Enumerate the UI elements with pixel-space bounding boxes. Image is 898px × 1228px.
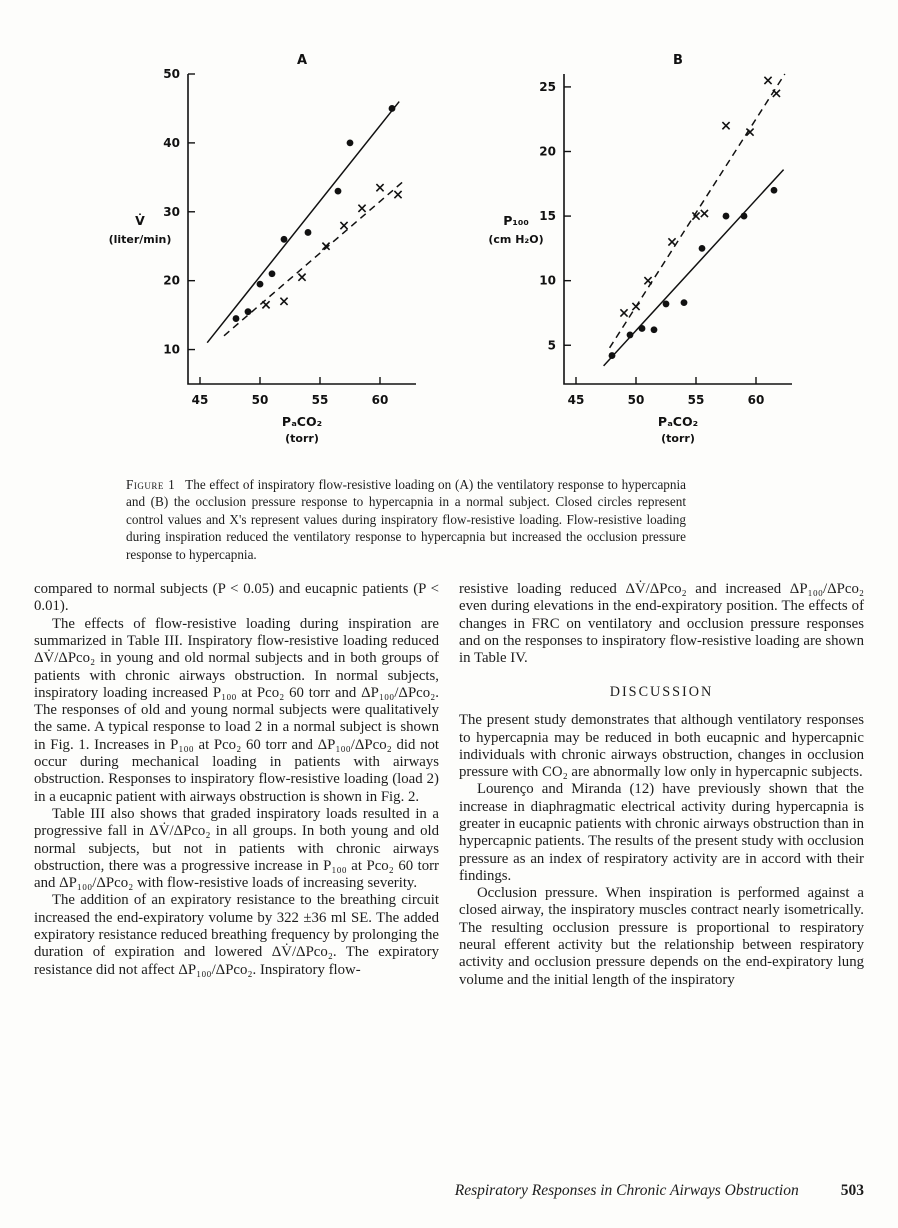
x-axis-label: PₐCO₂ — [657, 414, 699, 429]
panel-a-chart — [96, 52, 426, 456]
svg-text:45: 45 — [567, 393, 585, 407]
series-x — [610, 74, 785, 348]
right-column — [459, 581, 864, 989]
svg-text:55: 55 — [687, 393, 705, 407]
y-axis-label: P₁₀₀ — [503, 213, 529, 228]
svg-text:55: 55 — [311, 393, 329, 407]
paragraph: compared to normal subjects (P < 0.05) and eucapnic patients (P < 0.01). — [34, 581, 439, 615]
svg-text:40: 40 — [163, 135, 180, 150]
panel-label: B — [673, 53, 683, 68]
axes — [163, 67, 416, 407]
figure-caption-text: The effect of inspiratory flow-resistive loading on (A) the ventilatory response to hypercapnia and (B) the occlusion pressure response to hypercapnia in a normal subject. Closed circles represent control values and X's represent values during inspiratory flow-resistive loading. Flow-resistive loading during inspiration reduced the ventilatory response to hypercapnia but increased the occlusion pressure response to hypercapnia. — [126, 477, 687, 562]
figure-1-charts — [34, 52, 864, 456]
svg-text:45: 45 — [191, 393, 209, 407]
svg-text:30: 30 — [163, 204, 180, 219]
y-axis-label: V̇ — [135, 213, 145, 228]
paragraph: The addition of an expiratory resistance to the breathing circuit increased the end-expiratory volume by 322 ±36 ml SE. The added expiratory resistance reduced breathing frequency by prolonging the duration of expiration and lowered ΔV̇/ΔPco₂. The expiratory resistance did not affect ΔP₁₀₀/ΔPco₂. Inspiratory flow- — [34, 892, 439, 978]
series-circle — [604, 170, 784, 366]
svg-text:15: 15 — [539, 209, 556, 224]
y-axis-units: (liter/min) — [108, 233, 172, 246]
paragraph: resistive loading reduced ΔV̇/ΔPco₂ and increased ΔP₁₀₀/ΔPco₂ even during elevations in the end-expiratory position. The effects of changes in FRC on ventilatory and occlusion pressure responses and on the responses to inspiratory flow-resistive loading are shown in Table IV. — [459, 581, 864, 667]
svg-text:20: 20 — [539, 144, 556, 159]
paragraph: Lourenço and Miranda (12) have previously shown that the increase in diaphragmatic electrical activity during hypercapnia is greater in eucapnic patients with chronic airways obstruction than in hypercapnic patients. The results of the present study with occlusion pressure as an index of respiratory activity are in accord with their findings. — [459, 781, 864, 884]
svg-text:60: 60 — [371, 393, 389, 407]
svg-text:10: 10 — [539, 273, 556, 288]
running-title: Respiratory Responses in Chronic Airways Obstruction — [454, 1182, 799, 1199]
left-column — [34, 581, 439, 989]
panel-b-chart — [472, 52, 802, 456]
paragraph: The effects of flow-resistive loading during inspiration are summarized in Table III. Inspiratory flow-resistive loading reduced ΔV̇/ΔPco₂ in young and old normal subjects and in both groups of patients with chronic airways obstruction. In normal subjects, inspiratory loading increased P₁₀₀ at Pco₂ 60 torr and ΔP₁₀₀/ΔPco₂. The responses of old and young normal subjects were qualitatively the same. A typical response to load 2 in a normal subject is shown in Fig. 1. Increases in P₁₀₀ at Pco₂ 60 torr and ΔP₁₀₀/ΔPco₂ did not occur during mechanical loading in patients with airways obstruction. Responses to inspiratory flow-resistive loading (load 2) in a eucapnic patient with airways obstruction is shown in Fig. 2. — [34, 615, 439, 805]
paragraph: Table III also shows that graded inspiratory loads resulted in a progressive fall in ΔV̇/ΔPco₂ in all groups. In both young and old normal subjects, but not in patients with chronic airways obstruction, there was a progressive increase in P₁₀₀ at Pco₂ 60 torr and ΔP₁₀₀/ΔPco₂ with flow-resistive loads of increasing severity. — [34, 805, 439, 892]
x-axis-units: (torr) — [661, 432, 695, 445]
svg-text:60: 60 — [747, 393, 765, 407]
svg-text:50: 50 — [163, 67, 180, 81]
svg-text:20: 20 — [163, 273, 180, 288]
x-axis-label: PₐCO₂ — [281, 414, 323, 429]
svg-text:25: 25 — [539, 79, 556, 94]
page-number: 503 — [840, 1182, 864, 1199]
y-axis-units: (cm H₂O) — [488, 233, 544, 246]
figure-1 — [34, 52, 864, 563]
figure-caption — [126, 476, 686, 563]
svg-text:10: 10 — [163, 342, 180, 357]
panel-label: A — [296, 53, 308, 68]
svg-text:50: 50 — [627, 393, 645, 407]
paragraph: Occlusion pressure. When inspiration is performed against a closed airway, the inspiratory muscles contract nearly isometrically. The resulting occlusion pressure is proportional to respiratory neural efferent activity but the relationship between respiratory activity and occlusion pressure depends on the end-expiratory lung volume and the initial length of the inspiratory — [459, 885, 864, 988]
x-axis-units: (torr) — [285, 432, 319, 445]
axes — [539, 74, 792, 407]
section-heading: DISCUSSION — [609, 683, 714, 700]
figure-caption-label: Figure 1 — [126, 477, 176, 492]
svg-text:5: 5 — [547, 338, 556, 353]
page-footer — [455, 1182, 864, 1200]
series-circle — [207, 102, 399, 343]
body-text — [34, 581, 864, 989]
paragraph: The present study demonstrates that although ventilatory responses to hypercapnia may be reduced in both eucapnic and hypercapnic individuals with chronic airways obstruction, changes in occlusion pressure with CO₂ are abnormally low only in hypercapnic subjects. — [459, 712, 864, 781]
svg-text:50: 50 — [251, 393, 269, 407]
